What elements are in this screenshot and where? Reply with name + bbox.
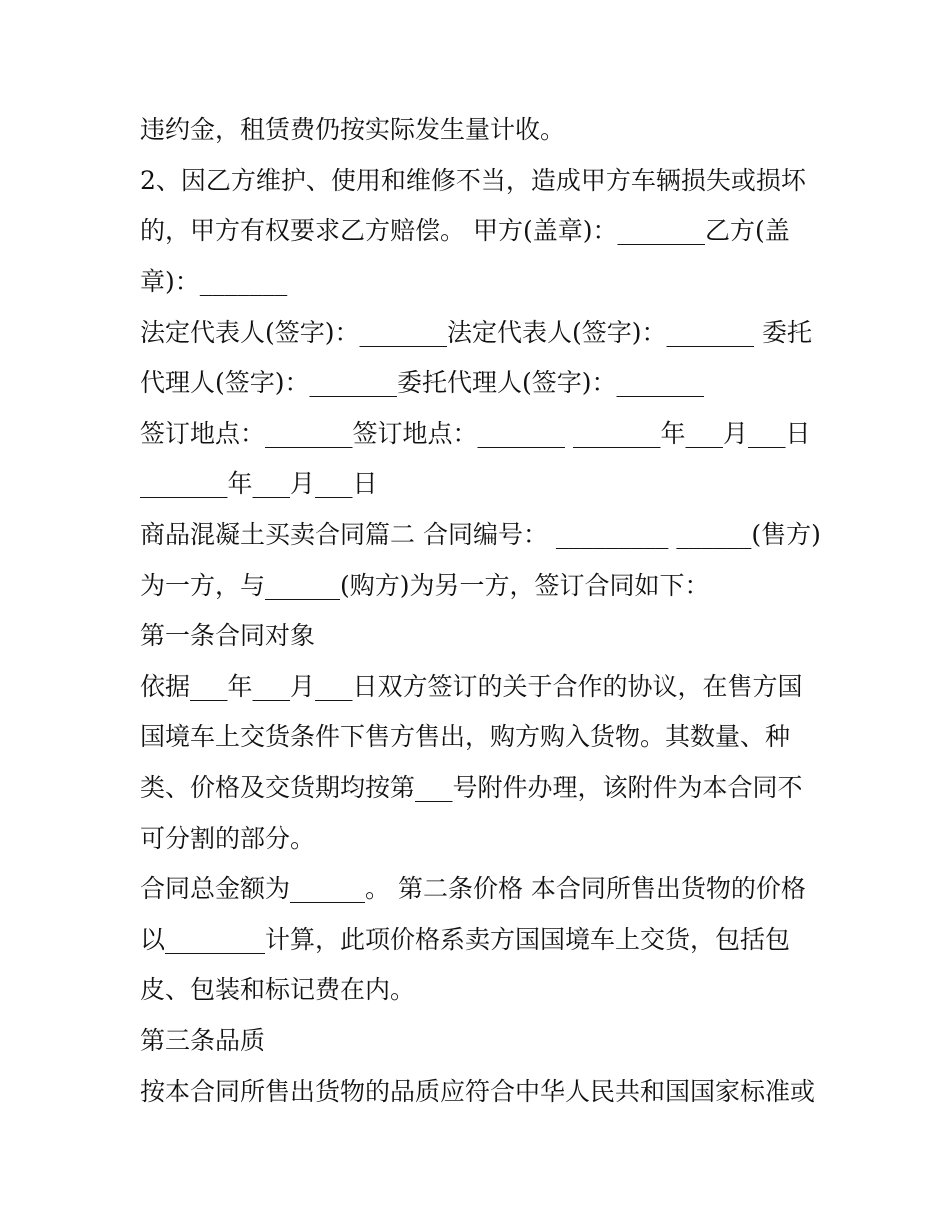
text-line: 类、价格及交货期均按第___号附件办理，该附件为本合同不 — [140, 773, 803, 802]
text-line: 合同总金额为______。 第二条价格 本合同所售出货物的价格 — [140, 874, 806, 903]
section-heading: 第三条品质 — [140, 1026, 266, 1055]
text-line: 国境车上交货条件下售方售出，购方购入货物。其数量、种 — [140, 722, 791, 751]
text-line: 商品混凝土买卖合同篇二 合同编号： _________ ______(售方) — [140, 520, 821, 549]
text-line: 以________计算，此项价格系卖方国国境车上交货，包括包 — [140, 925, 791, 954]
text-line: 依据___年___月___日双方签订的关于合作的协议，在售方国 — [140, 672, 803, 701]
text-line: 皮、包装和标记费在内。 — [140, 975, 416, 1004]
text-line: 代理人(签字)：_______委托代理人(签字)：_______ — [140, 368, 705, 397]
text-line: 的，甲方有权要求乙方赔偿。 甲方(盖章)：_______乙方(盖 — [140, 216, 790, 245]
section-heading: 第一条合同对象 — [140, 621, 316, 650]
text-line: 法定代表人(签字)：_______法定代表人(签字)：_______ 委托 — [140, 318, 812, 347]
text-line: 违约金，租赁费仍按实际发生量计收。 — [140, 115, 566, 144]
text-line: 2、因乙方维护、使用和维修不当，造成甲方车辆损失或损坏 — [140, 166, 806, 195]
text-line: _______年___月___日 — [140, 469, 378, 498]
text-line: 签订地点：_______签订地点：_______ _______年___月___日 — [140, 419, 811, 448]
text-line: 按本合同所售出货物的品质应符合中华人民共和国国家标准或 — [140, 1077, 816, 1106]
text-line: 可分割的部分。 — [140, 824, 316, 853]
text-line: 为一方，与______(购方)为另一方，签订合同如下： — [140, 571, 710, 600]
text-line: 章)：_______ — [140, 267, 288, 296]
